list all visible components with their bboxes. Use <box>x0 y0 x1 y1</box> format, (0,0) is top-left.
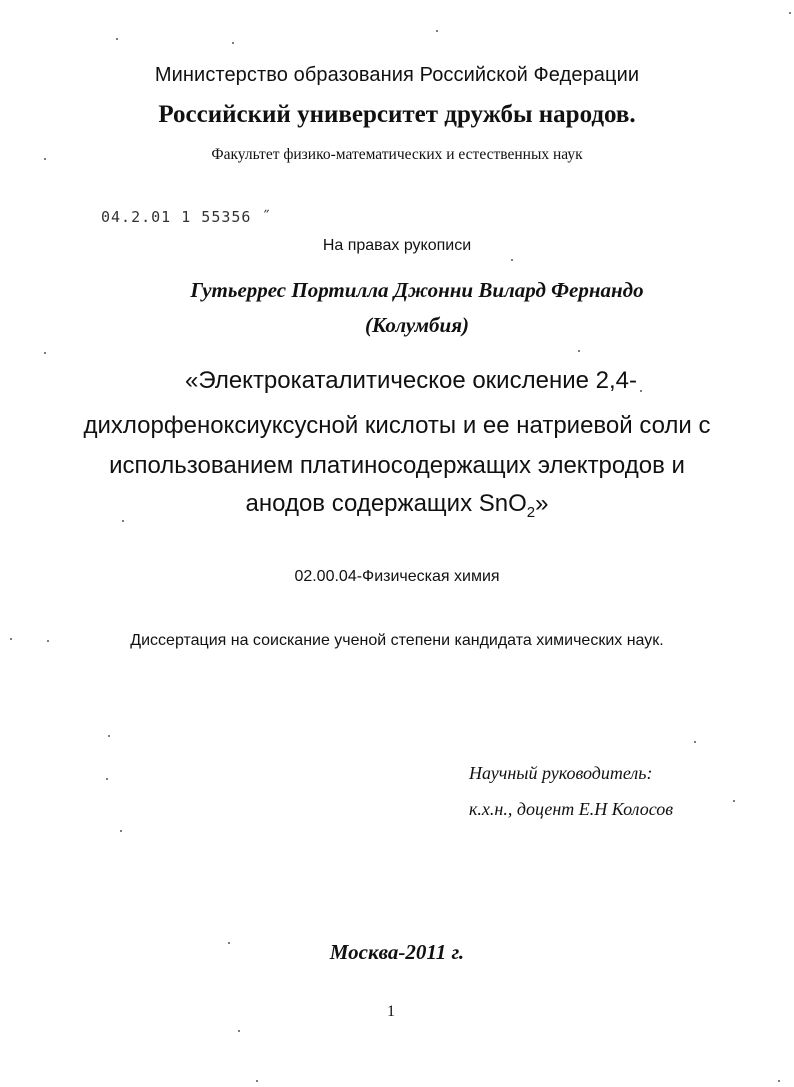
scan-speck <box>122 520 124 522</box>
scan-speck <box>733 800 735 802</box>
university-heading: Российский университет дружбы народов. <box>158 101 636 128</box>
supervisor-name: к.х.н., доцент Е.Н Колосов <box>469 799 674 819</box>
supervisor-label: Научный руководитель: <box>469 763 653 783</box>
title-line-4-prefix: анодов содержащих SnO <box>245 490 527 517</box>
scan-speck <box>228 942 230 944</box>
title-subscript: 2 <box>526 504 536 521</box>
scan-speck <box>44 158 46 160</box>
scan-speck <box>436 30 438 32</box>
scan-speck <box>232 42 234 44</box>
scan-speck <box>578 350 580 352</box>
scan-speck <box>778 1080 780 1082</box>
page-number: 1 <box>387 1003 395 1020</box>
dissertation-title-line-2: дихлорфеноксиуксусной кислоты и ее натриевой соли с <box>83 412 711 439</box>
dissertation-title-line-4 <box>0 490 794 521</box>
scan-speck <box>789 12 791 14</box>
registry-number: 04.2.01 1 55356 ˝ <box>101 208 272 226</box>
author-name: Гутьеррес Портилла Джонни Вилард Фернандо <box>190 278 644 302</box>
faculty-heading: Факультет физико-математических и естественных наук <box>211 146 583 163</box>
title-line-4-suffix: » <box>535 490 549 517</box>
scan-speck <box>511 259 513 261</box>
scan-speck <box>640 390 642 392</box>
scan-speck <box>256 1080 258 1082</box>
manuscript-note: На правах рукописи <box>322 237 472 254</box>
scan-speck <box>44 352 46 354</box>
city-year: Москва-2011 г. <box>329 940 465 964</box>
scan-speck <box>108 735 110 737</box>
author-country: (Колумбия) <box>364 313 470 337</box>
scan-speck <box>47 640 49 642</box>
scan-speck <box>120 830 122 832</box>
scan-speck <box>116 38 118 40</box>
ministry-heading: Министерство образования Российской Федерации <box>154 64 640 86</box>
scan-speck <box>106 778 108 780</box>
scan-speck <box>694 741 696 743</box>
dissertation-title-line-1: «Электрокаталитическое окисление 2,4- <box>185 367 637 394</box>
scan-speck <box>238 1030 240 1032</box>
dissertation-statement: Диссертация на соискание ученой степени кандидата химических наук. <box>130 632 664 649</box>
specialty-code: 02.00.04-Физическая химия <box>294 568 500 585</box>
scan-speck <box>10 638 12 640</box>
dissertation-title-line-3: использованием платиносодержащих электродов и <box>109 452 685 479</box>
